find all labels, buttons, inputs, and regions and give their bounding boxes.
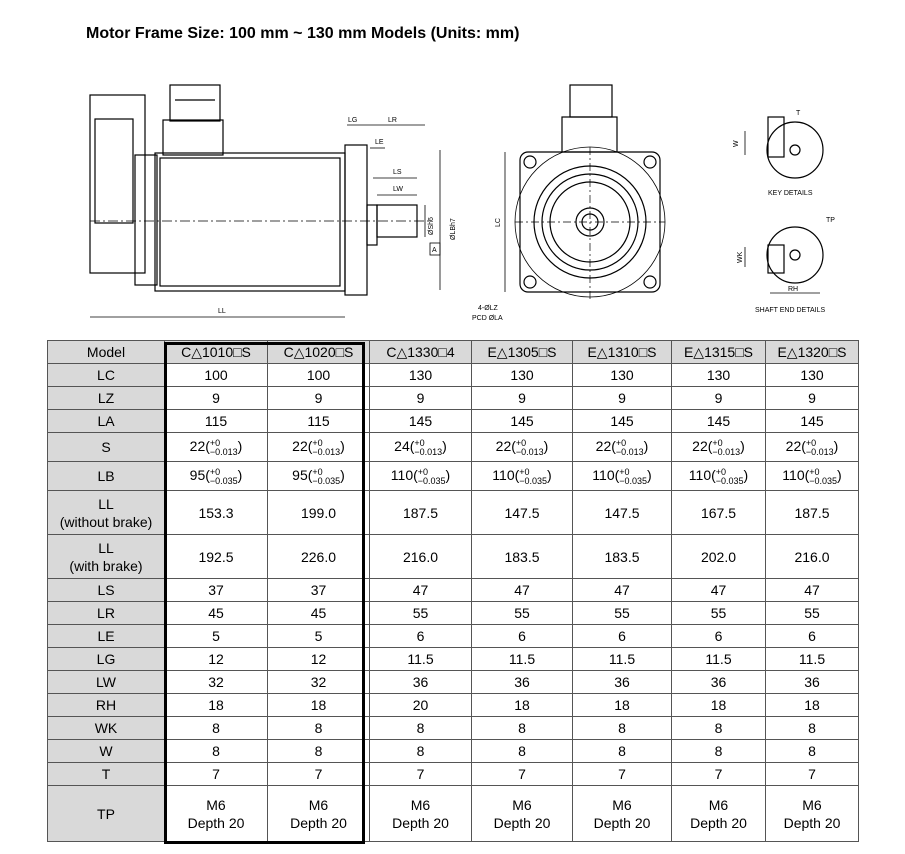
table-cell: 216.0: [766, 535, 859, 579]
table-cell: 183.5: [573, 535, 672, 579]
table-cell: [370, 462, 472, 491]
header-model-1: C△1010□S: [165, 341, 268, 364]
tolerance: [712, 439, 740, 457]
table-cell: 100: [268, 364, 370, 387]
table-cell: [672, 786, 766, 842]
lower-tolerance: −0.013: [414, 446, 443, 457]
table-cell: 11.5: [573, 648, 672, 671]
table-cell: 11.5: [766, 648, 859, 671]
table-cell: 8: [268, 740, 370, 763]
row-label-line: (with brake): [69, 557, 143, 574]
header-model-6: E△1315□S: [672, 341, 766, 364]
cell-line: Depth 20: [290, 814, 347, 831]
table-cell: 32: [268, 671, 370, 694]
cell-line: Depth 20: [690, 814, 747, 831]
table-cell: 187.5: [370, 491, 472, 535]
table-cell: 47: [672, 579, 766, 602]
row-label-line: LL: [98, 495, 114, 512]
label-w: W: [733, 140, 740, 147]
cell-line: M6: [512, 796, 532, 813]
table-cell: [672, 433, 766, 462]
label-tp: TP: [826, 217, 835, 224]
row-label: [48, 786, 165, 842]
label-ll: LL: [218, 308, 226, 315]
upper-tolerance: +0: [312, 466, 323, 477]
table-cell: 11.5: [370, 648, 472, 671]
header-model-7: E△1320□S: [766, 341, 859, 364]
table-cell: 55: [766, 602, 859, 625]
table-row: [48, 671, 859, 694]
tolerance: [619, 468, 647, 486]
table-cell: 8: [370, 740, 472, 763]
shaft-end-details-title: SHAFT END DETAILS: [755, 307, 826, 314]
table-cell: 12: [268, 648, 370, 671]
row-label: [48, 491, 165, 535]
upper-tolerance: +0: [619, 466, 630, 477]
table-cell: 8: [370, 717, 472, 740]
paren-close: ): [445, 467, 451, 484]
table-cell: 8: [766, 740, 859, 763]
table-cell: 8: [472, 717, 573, 740]
row-label-line: LZ: [97, 390, 115, 406]
table-cell: 20: [370, 694, 472, 717]
nominal-value: 110(: [782, 467, 810, 484]
key-details-title: KEY DETAILS: [768, 190, 813, 197]
row-label: [48, 648, 165, 671]
label-ls: LS: [393, 169, 402, 176]
table-header-row: [48, 341, 859, 364]
cell-line: Depth 20: [187, 814, 245, 831]
table-cell: 145: [573, 410, 672, 433]
paren-close: ): [743, 467, 749, 484]
upper-tolerance: +0: [209, 466, 221, 477]
lower-tolerance: −0.013: [805, 446, 834, 457]
table-cell: 145: [472, 410, 573, 433]
table-row: [48, 763, 859, 786]
table-cell: 36: [766, 671, 859, 694]
lower-tolerance: −0.013: [312, 446, 341, 457]
table-cell: 11.5: [672, 648, 766, 671]
label-lr: LR: [388, 117, 397, 124]
row-label-line: W: [99, 743, 113, 759]
table-cell: 8: [165, 740, 268, 763]
table-cell: 6: [766, 625, 859, 648]
table-cell: 5: [165, 625, 268, 648]
table-cell: 18: [573, 694, 672, 717]
table-cell: [268, 786, 370, 842]
dimension-table: [47, 340, 859, 842]
table-cell: 18: [472, 694, 573, 717]
paren-close: ): [547, 467, 552, 484]
table-cell: 167.5: [672, 491, 766, 535]
table-cell: 55: [370, 602, 472, 625]
cell-line: M6: [410, 796, 431, 813]
table-cell: 8: [573, 740, 672, 763]
row-label: [48, 602, 165, 625]
table-cell: 11.5: [472, 648, 573, 671]
label-lw: LW: [393, 186, 403, 193]
upper-tolerance: +0: [417, 466, 429, 477]
table-cell: 18: [672, 694, 766, 717]
label-lc: LC: [495, 218, 502, 227]
table-cell: 130: [573, 364, 672, 387]
table-cell: 115: [165, 410, 268, 433]
header-model-5: E△1310□S: [573, 341, 672, 364]
lower-tolerance: −0.013: [712, 446, 741, 457]
label-rh: RH: [788, 286, 799, 293]
table-cell: 9: [472, 387, 573, 410]
label-pcd: PCD ØLA: [472, 315, 503, 322]
row-label: [48, 717, 165, 740]
page-title: Motor Frame Size: 100 mm ~ 130 mm Models (Units: mm): [86, 25, 520, 42]
row-label: [48, 671, 165, 694]
table-cell: 145: [766, 410, 859, 433]
table-cell: [268, 462, 370, 491]
cell-line: M6: [612, 796, 632, 813]
table-cell: [672, 462, 766, 491]
row-label: [48, 364, 165, 387]
cell-line: M6: [206, 796, 226, 813]
table-cell: 9: [573, 387, 672, 410]
table-cell: 8: [766, 717, 859, 740]
nominal-value: 110(: [492, 467, 520, 484]
row-label: [48, 694, 165, 717]
table-cell: [573, 433, 672, 462]
row-label: [48, 535, 165, 579]
table-cell: [268, 433, 370, 462]
upper-tolerance: +0: [414, 437, 425, 448]
table-row: [48, 433, 859, 462]
table-cell: 130: [766, 364, 859, 387]
table-cell: 7: [766, 763, 859, 786]
lower-tolerance: −0.013: [615, 446, 644, 457]
table-cell: [472, 462, 573, 491]
tolerance: [809, 468, 837, 486]
table-cell: 8: [672, 717, 766, 740]
table-cell: 47: [573, 579, 672, 602]
nominal-value: 110(: [390, 467, 418, 484]
nominal-value: 22(: [189, 438, 210, 455]
table-row: [48, 717, 859, 740]
table-row: [48, 387, 859, 410]
table-cell: 7: [370, 763, 472, 786]
table-cell: 226.0: [268, 535, 370, 579]
table-cell: 202.0: [672, 535, 766, 579]
table-cell: 115: [268, 410, 370, 433]
table-cell: 216.0: [370, 535, 472, 579]
table-cell: 7: [472, 763, 573, 786]
row-label-line: LB: [97, 468, 115, 484]
table-cell: 9: [268, 387, 370, 410]
table-cell: 130: [370, 364, 472, 387]
tolerance: [210, 468, 238, 486]
table-cell: 32: [165, 671, 268, 694]
row-label-line: LS: [97, 582, 115, 598]
table-cell: 199.0: [268, 491, 370, 535]
table-cell: 7: [672, 763, 766, 786]
table-row: [48, 786, 859, 842]
table-cell: 147.5: [573, 491, 672, 535]
header-model-3: C△1330□4: [370, 341, 472, 364]
row-label-line: (without brake): [59, 513, 153, 530]
key-details-drawing: [745, 117, 823, 178]
table-cell: 55: [672, 602, 766, 625]
upper-tolerance: +0: [809, 466, 820, 477]
header-model-2: C△1020□S: [268, 341, 370, 364]
table-cell: 47: [472, 579, 573, 602]
paren-close: ): [647, 467, 652, 484]
cell-line: Depth 20: [593, 814, 651, 831]
table-cell: [766, 786, 859, 842]
table-cell: 9: [766, 387, 859, 410]
cell-line: M6: [708, 796, 729, 813]
row-label: [48, 579, 165, 602]
cell-line: Depth 20: [783, 814, 841, 831]
table-cell: 6: [672, 625, 766, 648]
nominal-value: 22(: [595, 438, 616, 455]
label-le: LE: [375, 139, 384, 146]
table-cell: 145: [370, 410, 472, 433]
row-label-line: LL: [98, 539, 114, 556]
tolerance: [312, 468, 340, 486]
row-label-line: LW: [96, 674, 116, 690]
paren-close: ): [643, 438, 649, 455]
table-cell: [573, 462, 672, 491]
table-cell: 47: [766, 579, 859, 602]
row-label: [48, 433, 165, 462]
upper-tolerance: +0: [805, 437, 817, 448]
table-row: [48, 462, 859, 491]
row-label: [48, 763, 165, 786]
label-lb: ØLBh7: [450, 218, 457, 240]
table-cell: 6: [472, 625, 573, 648]
nominal-value: 95(: [189, 467, 210, 484]
table-row: [48, 579, 859, 602]
cell-line: Depth 20: [493, 814, 551, 831]
row-label-line: LA: [97, 413, 115, 429]
table-row: [48, 364, 859, 387]
lower-tolerance: −0.035: [619, 475, 648, 486]
row-label-line: LR: [97, 605, 115, 621]
table-cell: 192.5: [165, 535, 268, 579]
row-label-line: TP: [97, 805, 115, 822]
lower-tolerance: −0.013: [209, 446, 238, 457]
motor-drawings: [0, 55, 905, 335]
row-label: [48, 410, 165, 433]
table-cell: 45: [165, 602, 268, 625]
paren-close: ): [237, 467, 243, 484]
paren-close: ): [543, 438, 549, 455]
table-row: [48, 491, 859, 535]
table-cell: [766, 433, 859, 462]
paren-close: ): [740, 438, 745, 455]
lower-tolerance: −0.035: [209, 475, 238, 486]
row-label-line: S: [101, 439, 111, 455]
tolerance: [312, 439, 340, 457]
table-row: [48, 694, 859, 717]
row-label-line: LG: [96, 651, 116, 667]
tolerance: [519, 468, 547, 486]
table-cell: 8: [472, 740, 573, 763]
table-cell: 9: [370, 387, 472, 410]
label-s: ØSh6: [428, 217, 435, 235]
table-cell: 5: [268, 625, 370, 648]
table-cell: [165, 462, 268, 491]
paren-close: ): [237, 438, 243, 455]
row-label-line: RH: [95, 697, 117, 713]
table-cell: [472, 786, 573, 842]
table-cell: 9: [672, 387, 766, 410]
row-label: [48, 740, 165, 763]
paren-close: ): [442, 438, 447, 455]
table-cell: 7: [573, 763, 672, 786]
table-cell: 8: [268, 717, 370, 740]
lower-tolerance: −0.035: [519, 475, 548, 486]
nominal-value: 22(: [785, 438, 806, 455]
tolerance: [616, 439, 644, 457]
table-cell: 147.5: [472, 491, 573, 535]
table-cell: 183.5: [472, 535, 573, 579]
row-label-line: WK: [94, 720, 118, 736]
table-cell: [370, 433, 472, 462]
tolerance: [806, 439, 834, 457]
table-cell: 7: [165, 763, 268, 786]
table-cell: 55: [573, 602, 672, 625]
upper-tolerance: +0: [209, 437, 221, 448]
nominal-value: 22(: [292, 438, 313, 455]
tolerance: [210, 439, 238, 457]
table-row: [48, 740, 859, 763]
label-lz: 4-ØLZ: [478, 305, 498, 312]
nominal-value: 110(: [688, 467, 716, 484]
table-row: [48, 535, 859, 579]
table-cell: 55: [472, 602, 573, 625]
upper-tolerance: +0: [712, 437, 723, 448]
table-cell: 36: [472, 671, 573, 694]
row-label-line: T: [101, 766, 111, 782]
tolerance: [414, 439, 442, 457]
nominal-value: 22(: [495, 438, 516, 455]
paren-close: ): [340, 467, 345, 484]
table-cell: 47: [370, 579, 472, 602]
table-cell: 36: [370, 671, 472, 694]
tolerance: [716, 468, 744, 486]
label-datum: A: [432, 247, 437, 254]
table-cell: 7: [268, 763, 370, 786]
lower-tolerance: −0.035: [417, 475, 446, 486]
table-cell: 36: [573, 671, 672, 694]
table-cell: 12: [165, 648, 268, 671]
upper-tolerance: +0: [312, 437, 323, 448]
lower-tolerance: −0.035: [809, 475, 838, 486]
table-cell: 130: [472, 364, 573, 387]
cell-line: M6: [308, 796, 329, 813]
label-wk: WK: [737, 251, 744, 263]
row-label: [48, 625, 165, 648]
row-label: [48, 387, 165, 410]
table-cell: 100: [165, 364, 268, 387]
table-row: [48, 648, 859, 671]
upper-tolerance: +0: [519, 466, 530, 477]
header-model: Model: [48, 341, 165, 364]
lower-tolerance: −0.013: [515, 446, 544, 457]
table-cell: 187.5: [766, 491, 859, 535]
table-row: [48, 602, 859, 625]
table-cell: [370, 786, 472, 842]
nominal-value: 95(: [292, 467, 313, 484]
front-view-drawing: [505, 85, 665, 300]
paren-close: ): [837, 467, 842, 484]
table-cell: 37: [165, 579, 268, 602]
table-cell: 37: [268, 579, 370, 602]
table-cell: 153.3: [165, 491, 268, 535]
paren-close: ): [340, 438, 345, 455]
nominal-value: 110(: [592, 467, 620, 484]
upper-tolerance: +0: [615, 437, 627, 448]
tolerance: [516, 439, 544, 457]
cell-line: M6: [802, 796, 822, 813]
table-cell: 45: [268, 602, 370, 625]
table-cell: [165, 433, 268, 462]
upper-tolerance: +0: [715, 466, 727, 477]
upper-tolerance: +0: [515, 437, 527, 448]
table-cell: 8: [165, 717, 268, 740]
lower-tolerance: −0.035: [312, 475, 341, 486]
row-label-line: LC: [97, 367, 115, 383]
table-cell: [573, 786, 672, 842]
label-lg: LG: [348, 117, 358, 124]
table-cell: 8: [672, 740, 766, 763]
nominal-value: 24(: [394, 438, 415, 455]
table-cell: 130: [672, 364, 766, 387]
row-label-line: LE: [97, 628, 115, 644]
nominal-value: 22(: [692, 438, 713, 455]
row-label: [48, 462, 165, 491]
table-cell: [766, 462, 859, 491]
header-model-4: E△1305□S: [472, 341, 573, 364]
table-cell: 145: [672, 410, 766, 433]
paren-close: ): [833, 438, 839, 455]
table-cell: 9: [165, 387, 268, 410]
table-cell: [165, 786, 268, 842]
table-cell: 18: [165, 694, 268, 717]
table-row: [48, 625, 859, 648]
table-row: [48, 410, 859, 433]
cell-line: Depth 20: [392, 814, 449, 831]
table-cell: 18: [766, 694, 859, 717]
table-cell: 8: [573, 717, 672, 740]
table-cell: 6: [370, 625, 472, 648]
shaft-end-details-drawing: [745, 227, 823, 293]
table-cell: 18: [268, 694, 370, 717]
table-cell: [472, 433, 573, 462]
table-cell: 36: [672, 671, 766, 694]
table-cell: 6: [573, 625, 672, 648]
lower-tolerance: −0.035: [715, 475, 744, 486]
label-t: T: [796, 110, 801, 117]
tolerance: [418, 468, 446, 486]
